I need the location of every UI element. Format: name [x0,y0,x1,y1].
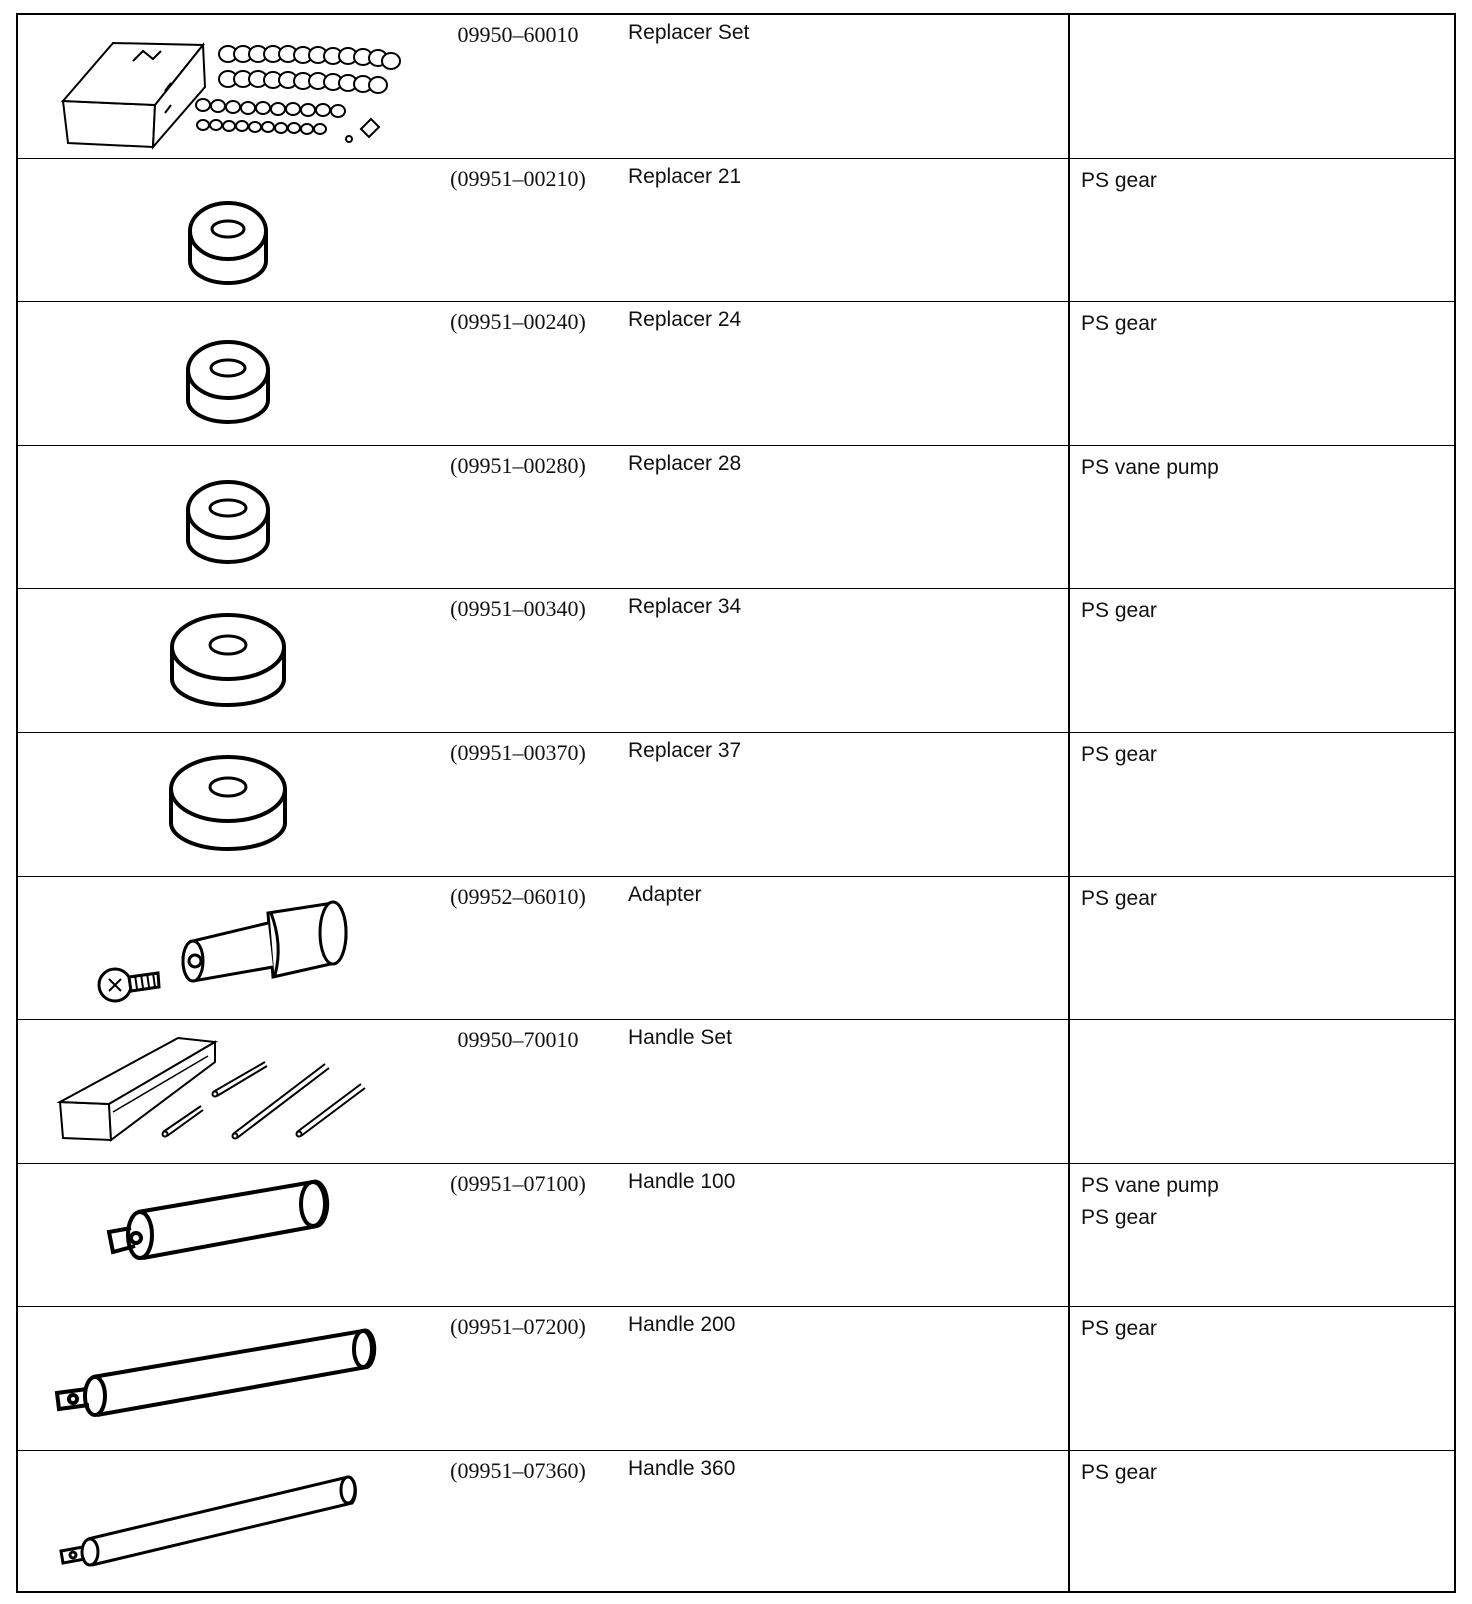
part-number: (09951–00210) [450,165,586,191]
handle-icon [43,1457,423,1587]
tool-use [1081,739,1157,771]
table-row [18,159,1454,303]
use-item: PS gear [1081,1317,1157,1341]
tool-use [1081,883,1157,915]
table-row [18,15,1454,159]
part-number: (09951–07200) [450,1314,586,1340]
tool-use [1081,308,1157,340]
part-number: 09950–60010 [457,22,579,47]
part-number: (09951–00340) [450,596,586,622]
tool-name: Handle 200 [628,1313,736,1337]
handle-icon [43,1313,423,1443]
tool-name: Replacer 21 [628,164,742,188]
part-number: (09951–00240) [450,309,586,335]
handle-icon [43,1170,423,1300]
replacer-ring-icon [43,165,423,295]
adapter-icon [43,883,423,1013]
part-number: (09951–07360) [450,1458,586,1483]
part-number: (09951–07100) [450,1170,586,1196]
replacer-set-icon [43,21,423,151]
tool-use [1081,1457,1157,1489]
tool-name: Adapter [628,882,702,906]
tool-name: Replacer Set [628,21,750,44]
use-item: PS vane pump [1081,455,1219,479]
tool-name: Replacer 28 [628,451,742,475]
replacer-ring-icon [43,739,423,869]
table-row [18,1164,1454,1308]
tool-name: Replacer 37 [628,739,742,762]
special-tool-table [16,13,1456,1593]
table-row [18,589,1454,733]
use-item: PS gear [1081,312,1157,336]
part-number: (09951–00370) [450,740,586,765]
tool-use [1081,595,1157,627]
table-row [18,877,1454,1021]
table-row [18,1020,1454,1164]
use-item: PS gear [1081,886,1157,910]
table-row [18,1307,1454,1451]
tool-name: Replacer 24 [628,308,742,332]
replacer-ring-icon [43,452,423,582]
use-item: PS gear [1081,599,1157,623]
replacer-ring-icon [43,595,423,725]
table-row [18,1451,1454,1595]
part-number: (09952–06010) [450,883,586,909]
tool-name: Handle Set [628,1026,732,1050]
replacer-ring-icon [43,308,423,438]
use-item: PS gear [1081,1461,1157,1484]
table-row [18,733,1454,877]
tool-use [1081,452,1219,484]
use-item: PS gear [1081,1205,1157,1229]
table-row [18,446,1454,590]
tool-name: Handle 100 [628,1169,736,1193]
part-number: (09951–00280) [450,452,586,478]
table-row [18,302,1454,446]
use-item: PS gear [1081,168,1157,192]
tool-name: Replacer 34 [628,595,742,619]
tool-use [1081,1313,1157,1345]
use-item: PS vane pump [1081,1173,1219,1197]
part-number: 09950–70010 [457,1027,579,1053]
tool-name: Handle 360 [628,1457,736,1480]
tool-use [1081,165,1157,197]
handle-set-icon [43,1026,423,1156]
tool-use [1081,1170,1219,1234]
use-item: PS gear [1081,743,1157,766]
